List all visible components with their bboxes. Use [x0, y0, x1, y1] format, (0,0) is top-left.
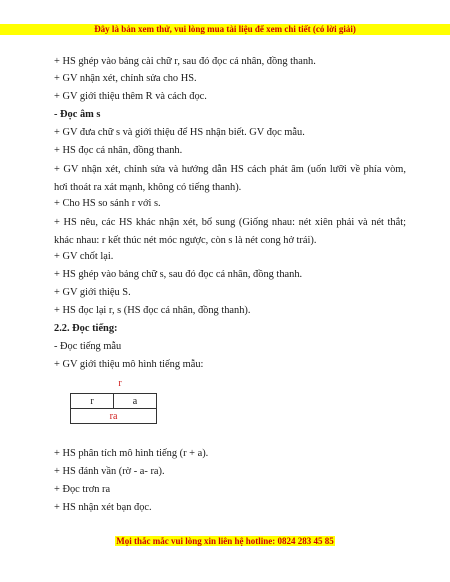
text-paragraph: + HS nêu, các HS khác nhận xét, bổ sung (Giống nhau: nét xiên phải và nét thắt; khác nhau: r kết thúc nét móc ngược, còn s là nét cong hở trái).: [54, 217, 406, 246]
word-model-table: [70, 393, 157, 424]
header-banner: Đây là bản xem thử, vui lòng mua tài liệu để xem chi tiết (có lời giải): [0, 24, 450, 35]
text-line: + HS phân tích mô hình tiếng (r + a).: [54, 448, 209, 459]
model-word: ra: [109, 410, 118, 422]
text-line: + Đọc trơn ra: [54, 484, 111, 495]
text-line: + GV đưa chữ s và giới thiệu để HS nhận biết. GV đọc mẫu.: [54, 127, 305, 138]
text-line: + GV nhận xét, chỉnh sửa cho HS.: [54, 73, 197, 84]
footer-banner: Mọi thắc mắc vui lòng xin liên hệ hotline: 0824 283 45 85: [116, 536, 334, 546]
text-line: + Cho HS so sánh r với s.: [54, 198, 161, 209]
text-line: + GV giới thiệu thêm R và cách đọc.: [54, 91, 207, 102]
text-line: + HS đọc lại r, s (HS đọc cá nhân, đồng thanh).: [54, 305, 251, 316]
model-top-letter: r: [118, 378, 122, 389]
model-consonant-cell: r: [71, 394, 114, 409]
text-line: + GV chốt lại.: [54, 251, 114, 262]
section-heading: 2.2. Đọc tiếng:: [54, 323, 118, 334]
text-line: + HS ghép vào bảng chữ s, sau đó đọc cá nhân, đồng thanh.: [54, 269, 303, 280]
model-vowel-cell: a: [114, 394, 157, 409]
text-paragraph: + GV nhận xét, chỉnh sửa và hướng dẫn HS cách phát âm (uốn lưỡi về phía vòm, hơi thoát ra xát mạnh, không có tiếng thanh).: [54, 164, 406, 193]
text-line: + HS đánh vần (rờ - a- ra).: [54, 466, 165, 477]
text-line: + HS nhận xét bạn đọc.: [54, 502, 152, 513]
text-line: + HS ghép vào bảng cài chữ r, sau đó đọc cá nhân, đồng thanh.: [54, 56, 316, 67]
text-line: + GV giới thiệu S.: [54, 287, 131, 298]
section-heading: - Đọc âm s: [54, 109, 101, 120]
model-word-cell: [71, 409, 157, 424]
text-line: + GV giới thiệu mô hình tiếng mẫu:: [54, 359, 204, 370]
text-line: - Đọc tiếng mẫu: [54, 341, 122, 352]
text-line: + HS đọc cá nhân, đồng thanh.: [54, 145, 183, 156]
